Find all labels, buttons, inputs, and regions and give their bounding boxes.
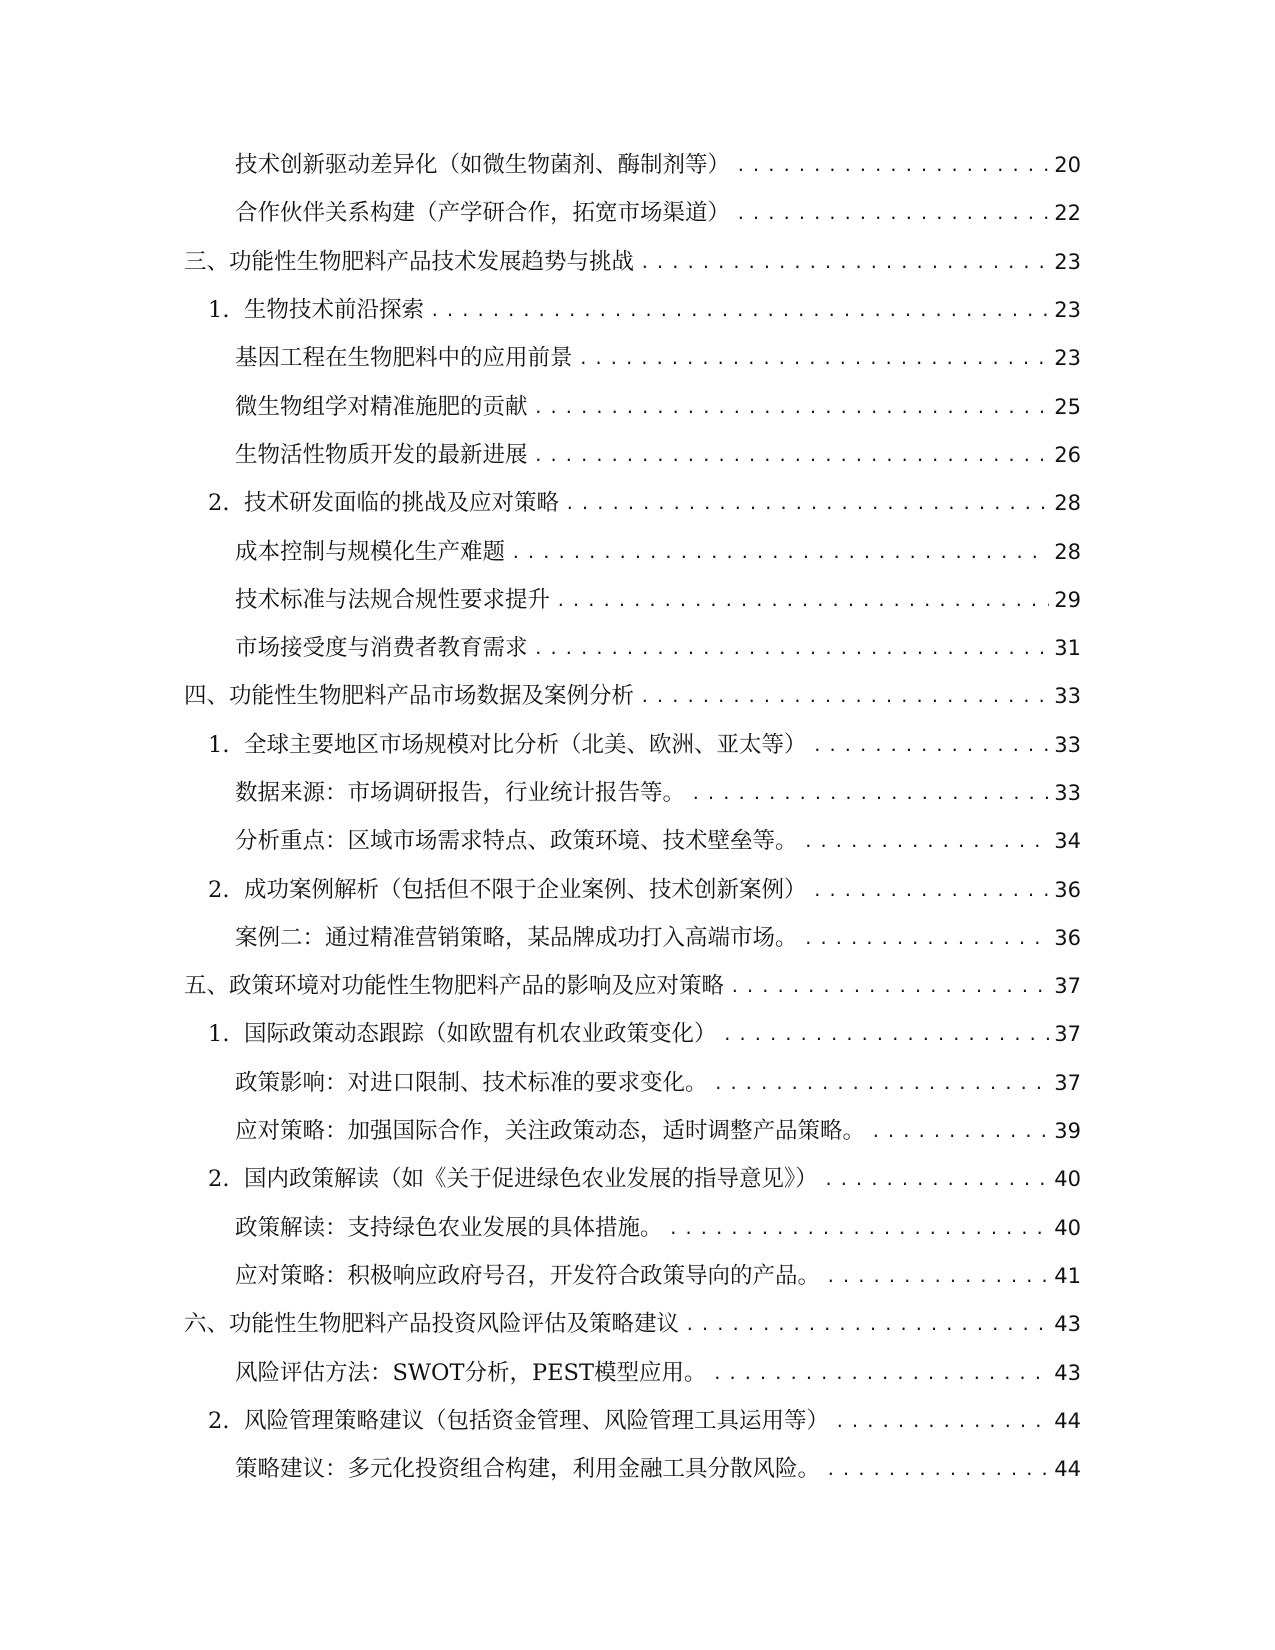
toc-entry[interactable] bbox=[0, 914, 1275, 962]
toc-entry[interactable] bbox=[0, 576, 1275, 624]
toc-entry-page-number: 20 bbox=[1054, 153, 1081, 178]
dot-leader bbox=[565, 487, 1049, 519]
dot-leader bbox=[813, 874, 1049, 906]
toc-entry[interactable] bbox=[0, 527, 1275, 575]
toc-entry-title: 成功案例解析（包括但不限于企业案例、技术创新案例） bbox=[244, 876, 807, 903]
toc-entry-page-number: 28 bbox=[1054, 539, 1081, 564]
toc-entry-page-number: 37 bbox=[1054, 1070, 1081, 1095]
toc-entry[interactable] bbox=[0, 286, 1275, 334]
dot-leader bbox=[640, 246, 1049, 278]
toc-entry-title: 风险管理策略建议（包括资金管理、风险管理工具运用等） bbox=[244, 1407, 830, 1434]
toc-entry-title: 微生物组学对精准施肥的贡献 bbox=[235, 393, 528, 420]
toc-entry[interactable] bbox=[0, 1348, 1275, 1396]
toc-entry-page-number: 22 bbox=[1054, 201, 1081, 226]
dot-leader bbox=[824, 1163, 1049, 1195]
toc-entry-number: 1. bbox=[208, 297, 230, 324]
dot-leader bbox=[534, 632, 1049, 664]
toc-entry-page-number: 43 bbox=[1054, 1312, 1081, 1337]
toc-entry-number: 1. bbox=[208, 731, 230, 758]
toc-entry[interactable] bbox=[0, 1300, 1275, 1348]
toc-entry-page-number: 40 bbox=[1054, 1167, 1081, 1192]
toc-entry-title: 六、功能性生物肥料产品投资风险评估及策略建议 bbox=[184, 1311, 680, 1338]
toc-entry[interactable] bbox=[0, 962, 1275, 1010]
toc-entry-page-number: 23 bbox=[1054, 298, 1081, 323]
dot-leader bbox=[813, 729, 1049, 761]
table-of-contents bbox=[0, 141, 1275, 1493]
toc-entry[interactable] bbox=[0, 1445, 1275, 1493]
toc-entry-page-number: 37 bbox=[1054, 974, 1081, 999]
dot-leader bbox=[826, 1453, 1049, 1485]
toc-entry[interactable] bbox=[0, 141, 1275, 189]
toc-entry-title: 政策影响：对进口限制、技术标准的要求变化。 bbox=[235, 1069, 708, 1096]
toc-entry-page-number: 23 bbox=[1054, 249, 1081, 274]
toc-entry-title: 国内政策解读（如《关于促进绿色农业发展的指导意见》） bbox=[244, 1166, 818, 1193]
toc-entry-page-number: 36 bbox=[1054, 925, 1081, 950]
toc-entry-page-number: 44 bbox=[1054, 1457, 1081, 1482]
toc-entry-title: 应对策略：积极响应政府号召，开发符合政策导向的产品。 bbox=[235, 1262, 821, 1289]
toc-entry[interactable] bbox=[0, 238, 1275, 286]
dot-leader bbox=[804, 922, 1049, 954]
toc-entry-title: 策略建议：多元化投资组合构建，利用金融工具分散风险。 bbox=[235, 1456, 821, 1483]
dot-leader bbox=[723, 1018, 1049, 1050]
toc-entry-number: 2. bbox=[208, 490, 230, 517]
toc-entry[interactable] bbox=[0, 1204, 1275, 1252]
toc-entry-title: 合作伙伴关系构建（产学研合作，拓宽市场渠道） bbox=[235, 200, 731, 227]
toc-entry-page-number: 37 bbox=[1054, 1022, 1081, 1047]
toc-entry[interactable] bbox=[0, 721, 1275, 769]
toc-entry[interactable] bbox=[0, 189, 1275, 237]
toc-entry-title: 分析重点：区域市场需求特点、政策环境、技术壁垒等。 bbox=[235, 828, 798, 855]
toc-entry[interactable] bbox=[0, 1397, 1275, 1445]
toc-entry-number: 2. bbox=[208, 876, 230, 903]
toc-entry-title: 技术创新驱动差异化（如微生物菌剂、酶制剂等） bbox=[235, 152, 731, 179]
toc-entry-page-number: 26 bbox=[1054, 442, 1081, 467]
toc-entry-title: 技术标准与法规合规性要求提升 bbox=[235, 586, 551, 613]
toc-entry-title: 市场接受度与消费者教育需求 bbox=[235, 635, 528, 662]
dot-leader bbox=[730, 970, 1049, 1002]
toc-entry[interactable] bbox=[0, 865, 1275, 913]
dot-leader bbox=[871, 1115, 1049, 1147]
toc-entry-page-number: 33 bbox=[1054, 684, 1081, 709]
toc-entry[interactable] bbox=[0, 672, 1275, 720]
toc-entry-page-number: 33 bbox=[1054, 732, 1081, 757]
toc-entry-title: 政策解读：支持绿色农业发展的具体措施。 bbox=[235, 1214, 663, 1241]
dot-leader bbox=[736, 197, 1049, 229]
toc-entry[interactable] bbox=[0, 1107, 1275, 1155]
toc-entry-page-number: 41 bbox=[1054, 1263, 1081, 1288]
dot-leader bbox=[736, 149, 1049, 181]
toc-entry-page-number: 29 bbox=[1054, 587, 1081, 612]
toc-entry[interactable] bbox=[0, 1252, 1275, 1300]
toc-entry-title: 成本控制与规模化生产难题 bbox=[235, 538, 506, 565]
toc-entry[interactable] bbox=[0, 624, 1275, 672]
dot-leader bbox=[669, 1212, 1049, 1244]
toc-entry-title: 案例二：通过精准营销策略，某品牌成功打入高端市场。 bbox=[235, 924, 798, 951]
toc-entry-page-number: 23 bbox=[1054, 346, 1081, 371]
toc-entry-page-number: 34 bbox=[1054, 829, 1081, 854]
toc-entry-number: 2. bbox=[208, 1166, 230, 1193]
toc-entry[interactable] bbox=[0, 817, 1275, 865]
dot-leader bbox=[685, 1308, 1049, 1340]
toc-entry-title: 全球主要地区市场规模对比分析（北美、欧洲、亚太等） bbox=[244, 731, 807, 758]
toc-entry[interactable] bbox=[0, 1155, 1275, 1203]
toc-entry-number: 1. bbox=[208, 1021, 230, 1048]
dot-leader bbox=[534, 391, 1049, 423]
dot-leader bbox=[579, 342, 1049, 374]
toc-entry-page-number: 44 bbox=[1054, 1408, 1081, 1433]
dot-leader bbox=[640, 680, 1049, 712]
toc-entry[interactable] bbox=[0, 769, 1275, 817]
toc-entry-page-number: 28 bbox=[1054, 491, 1081, 516]
toc-entry-number: 2. bbox=[208, 1407, 230, 1434]
toc-entry-title: 四、功能性生物肥料产品市场数据及案例分析 bbox=[184, 683, 635, 710]
toc-entry[interactable] bbox=[0, 382, 1275, 430]
toc-entry-page-number: 31 bbox=[1054, 636, 1081, 661]
dot-leader bbox=[691, 777, 1049, 809]
toc-entry-title: 应对策略：加强国际合作，关注政策动态，适时调整产品策略。 bbox=[235, 1118, 866, 1145]
toc-entry-title: 五、政策环境对功能性生物肥料产品的影响及应对策略 bbox=[184, 973, 725, 1000]
dot-leader bbox=[534, 439, 1049, 471]
dot-leader bbox=[826, 1260, 1049, 1292]
toc-entry-title: 技术研发面临的挑战及应对策略 bbox=[244, 490, 560, 517]
dot-leader bbox=[835, 1405, 1049, 1437]
dot-leader bbox=[556, 584, 1049, 616]
toc-entry-title: 数据来源：市场调研报告，行业统计报告等。 bbox=[235, 780, 686, 806]
toc-entry[interactable] bbox=[0, 334, 1275, 382]
toc-entry-title: 基因工程在生物肥料中的应用前景 bbox=[235, 345, 573, 372]
toc-entry-page-number: 33 bbox=[1054, 781, 1081, 805]
toc-entry-title: 风险评估方法：SWOT分析，PEST模型应用。 bbox=[235, 1359, 707, 1386]
toc-entry[interactable] bbox=[0, 431, 1275, 479]
dot-leader bbox=[714, 1067, 1049, 1099]
dot-leader bbox=[804, 825, 1049, 857]
toc-entry[interactable] bbox=[0, 1059, 1275, 1107]
dot-leader bbox=[712, 1357, 1049, 1389]
toc-entry-title: 国际政策动态跟踪（如欧盟有机农业政策变化） bbox=[244, 1021, 717, 1048]
toc-entry-page-number: 25 bbox=[1054, 394, 1081, 419]
toc-entry-title: 三、功能性生物肥料产品技术发展趋势与挑战 bbox=[184, 248, 635, 275]
dot-leader bbox=[511, 536, 1049, 568]
toc-entry-title: 生物活性物质开发的最新进展 bbox=[235, 441, 528, 468]
toc-entry-page-number: 39 bbox=[1054, 1119, 1081, 1144]
toc-entry-page-number: 36 bbox=[1054, 877, 1081, 902]
dot-leader bbox=[430, 294, 1049, 326]
toc-entry-page-number: 43 bbox=[1054, 1360, 1081, 1385]
toc-entry[interactable] bbox=[0, 1010, 1275, 1058]
toc-entry[interactable] bbox=[0, 479, 1275, 527]
toc-entry-title: 生物技术前沿探索 bbox=[244, 297, 425, 324]
toc-entry-page-number: 40 bbox=[1054, 1215, 1081, 1240]
